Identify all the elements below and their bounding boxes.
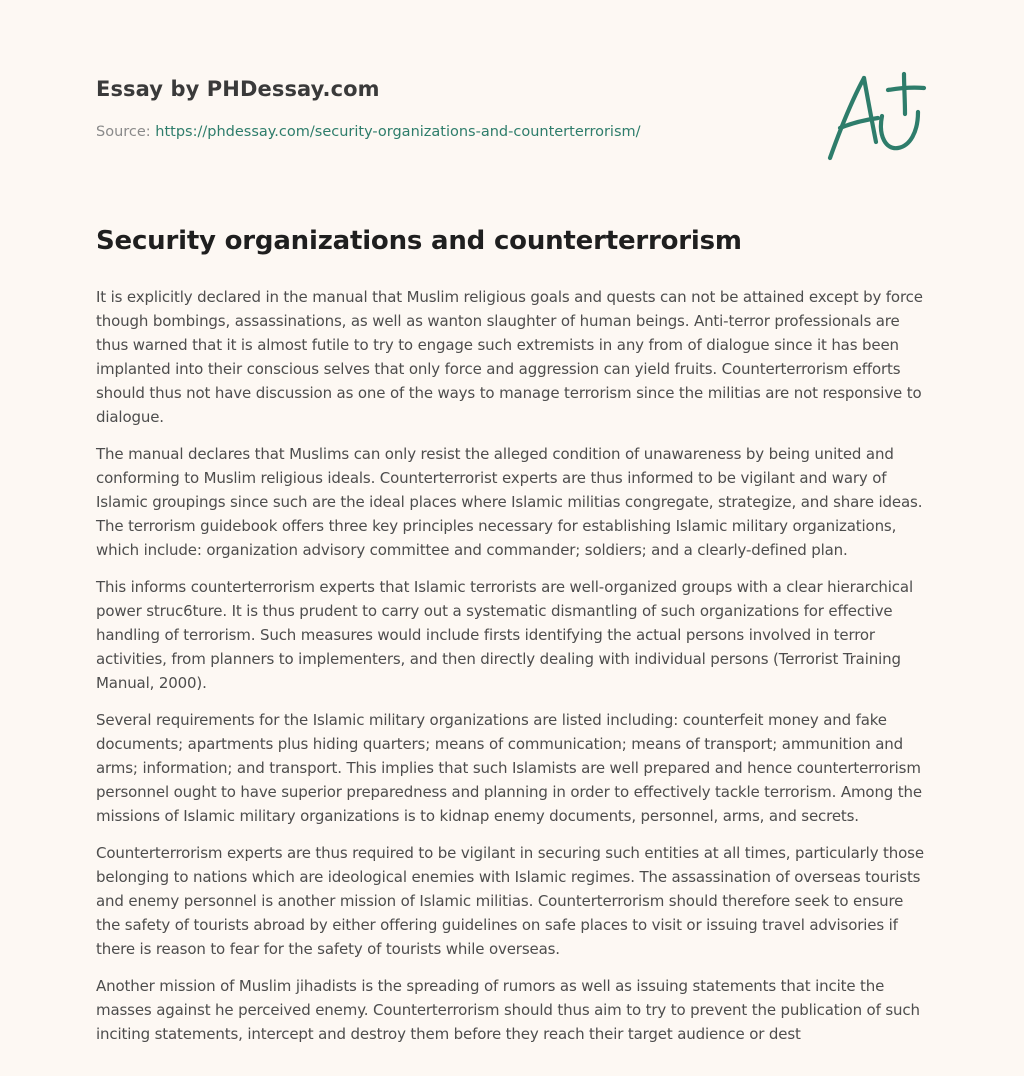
site-title: Essay by PHDessay.com <box>96 77 380 101</box>
essay-paragraph: The manual declares that Muslims can only resist the alleged condition of unawareness by being united and conforming to Muslim religious ideals. Counterterrorist experts are thus informed to be vigilant and wary of Islamic groupings since such are the ideal places where Islamic militias congregate, strategize, and share ideas. The terrorism guidebook offers three key principles necessary for establishing Islamic military organizations, which include: organization advisory committee and commander; soldiers; and a clearly-defined plan. <box>96 445 923 559</box>
essay-paragraph: Counterterrorism experts are thus required to be vigilant in securing such entities at all times, particularly those belonging to nations which are ideological enemies with Islamic regimes. The assassination of overseas tourists and enemy personnel is another mission of Islamic militias. Counterterrorism should therefore seek to ensure the safety of tourists abroad by either offering guidelines on safe places to visit or issuing travel advisories if there is reason to fear for the safety of tourists while overseas. <box>96 844 924 958</box>
essay-title: Security organizations and counterterrorism <box>96 226 742 256</box>
essay-paragraph: This informs counterterrorism experts that Islamic terrorists are well-organized groups with a clear hierarchical power struc6ture. It is thus prudent to carry out a systematic dismantling of such organizations for effective handling of terrorism. Such measures would include firsts identifying the actual persons involved in terror activities, from planners to implementers, and then directly dealing with individual persons (Terrorist Training Manual, 2000). <box>96 578 913 692</box>
essay-body <box>96 285 930 1059</box>
source-link[interactable]: https://phdessay.com/security-organizations-and-counterterrorism/ <box>155 124 641 140</box>
essay-paragraph: Several requirements for the Islamic military organizations are listed including: counterfeit money and fake documents; apartments plus hiding quarters; means of communication; means of transport; ammunition and arms; information; and transport. This implies that such Islamists are well prepared and hence counterterrorism personnel ought to have superior preparedness and planning in order to effectively tackle terrorism. Among the missions of Islamic military organizations is to kidnap enemy documents, personnel, arms, and secrets. <box>96 711 922 825</box>
essay-paragraph: It is explicitly declared in the manual that Muslim religious goals and quests can not be attained except by force though bombings, assassinations, as well as wanton slaughter of human beings. Anti-terror professionals are thus warned that it is almost futile to try to engage such extremists in any from of dialogue since it has been implanted into their conscious selves that only force and aggression can yield fruits. Counterterrorism efforts should thus not have discussion as one of the ways to manage terrorism since the militias are not responsive to dialogue. <box>96 288 923 426</box>
source-line <box>96 124 641 140</box>
a-plus-logo-icon <box>818 66 932 166</box>
source-label: Source: <box>96 124 156 140</box>
essay-paragraph: Another mission of Muslim jihadists is the spreading of rumors as well as issuing statements that incite the masses against he perceived enemy. Counterterrorism should thus aim to try to prevent the publication of such inciting statements, intercept and destroy them before they reach their target audience or dest <box>96 977 920 1043</box>
